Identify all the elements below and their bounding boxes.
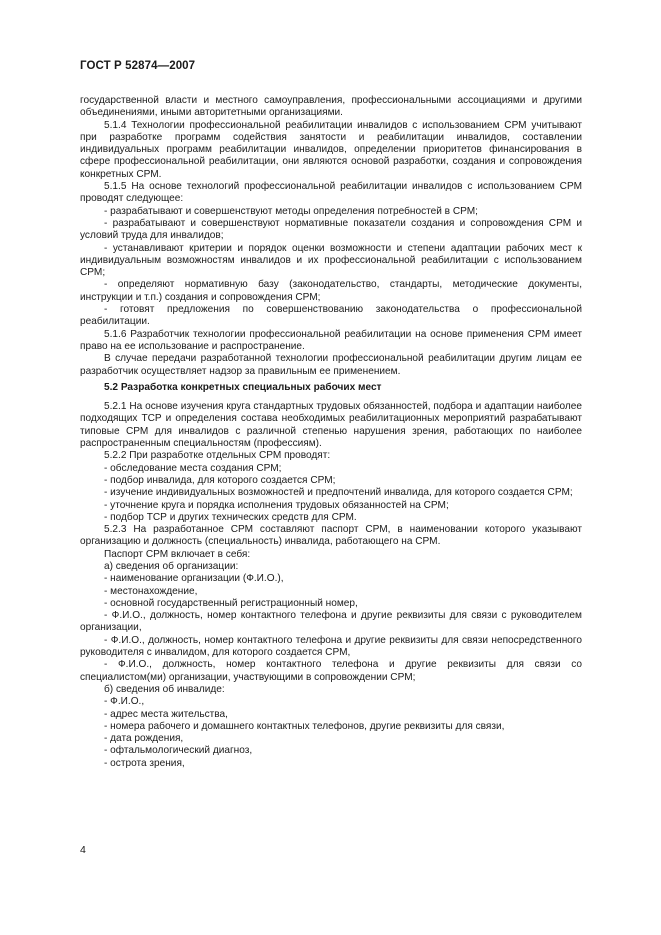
list-item: - местонахождение, bbox=[104, 585, 198, 597]
page-number: 4 bbox=[80, 844, 86, 856]
list-item: - подбор инвалида, для которого создается СРМ; bbox=[104, 474, 336, 486]
document-header: ГОСТ Р 52874—2007 bbox=[80, 60, 196, 72]
list-item: - готовят предложения по совершенствованию законодательства о профессиональной реабилитации. bbox=[80, 304, 582, 328]
list-item: - номера рабочего и домашнего контактных телефонов, другие реквизиты для связи, bbox=[104, 720, 505, 732]
list-item: - устанавливают критерии и порядок оценки возможности и степени адаптации рабочих мест к индивидуальным возможностям инвалидов и их профессиональной реабилитации с использованием СРМ; bbox=[80, 242, 582, 279]
paragraph: а) сведения об организации: bbox=[104, 560, 239, 572]
list-item: - Ф.И.О., bbox=[104, 696, 145, 708]
list-item: - офтальмологический диагноз, bbox=[104, 745, 253, 757]
list-item: - изучение индивидуальных возможностей и предпочтений инвалида, для которого создается СРМ; bbox=[104, 487, 573, 499]
list-item: - Ф.И.О., должность, номер контактного телефона и другие реквизиты для связи непосредственного руководителя с инвалидом, для которого создается СРМ, bbox=[80, 634, 582, 659]
paragraph: 5.2.1 На основе изучения круга стандартных трудовых обязанностей, подбора и адаптации наиболее подходящих ТСР и определения состава необходимых реабилитационных мероприятий разрабатывают типовые СРМ для инвалидов с различной степенью нарушения зрения, работающих по наиболее распространенным специальностям (профессиям). bbox=[80, 401, 582, 450]
list-item: - определяют нормативную базу (законодательство, стандарты, методические документы, инструкции и т.п.) создания и сопровождения СРМ; bbox=[80, 279, 582, 303]
list-item: - наименование организации (Ф.И.О.), bbox=[104, 573, 284, 585]
list-item: - разрабатывают и совершенствуют нормативные показатели создания и сопровождения СРМ и условий труда для инвалидов; bbox=[80, 217, 582, 242]
paragraph: Паспорт СРМ включает в себя: bbox=[104, 548, 251, 560]
list-item: - адрес места жительства, bbox=[104, 708, 228, 720]
list-item: - Ф.И.О., должность, номер контактного телефона и другие реквизиты для связи с руководителем организации, bbox=[80, 610, 582, 634]
paragraph: б) сведения об инвалиде: bbox=[104, 683, 225, 695]
paragraph: 5.1.5 На основе технологий профессиональной реабилитации инвалидов с использованием СРМ проводят следующее: bbox=[80, 181, 582, 205]
paragraph: 5.2.2 При разработке отдельных СРМ проводят: bbox=[104, 450, 331, 462]
list-item: - острота зрения, bbox=[104, 757, 185, 769]
paragraph: В случае передачи разработанной технологии профессиональной реабилитации другим лицам ее разработчик осуществляет надзор за правильным ее применением. bbox=[80, 353, 582, 377]
list-item: - обследование места создания СРМ; bbox=[104, 462, 282, 474]
document-body bbox=[80, 95, 582, 770]
paragraph: государственной власти и местного самоуправления, профессиональными ассоциациями и другими объединениями, иными авторитетными организациями. bbox=[80, 95, 582, 119]
list-item: - основной государственный регистрационный номер, bbox=[104, 597, 358, 609]
list-item: - подбор ТСР и других технических средств для СРМ. bbox=[104, 511, 357, 523]
paragraph: 5.1.4 Технологии профессиональной реабилитации инвалидов с использованием СРМ учитывают при разработке программ содействия занятости и реабилитации инвалидов, составлении индивидуальных программ реабилитации инвалидов, определении приоритетов финансирования в сфере профессиональной реабилитации, они являются основой разработки, создания и сопровождения конкретных СРМ. bbox=[80, 119, 582, 180]
paragraph: 5.2.3 На разработанное СРМ составляют паспорт СРМ, в наименовании которого указывают организацию и должность (специальность) инвалида, работающего на СРМ. bbox=[80, 524, 582, 548]
list-item: - разрабатывают и совершенствуют методы определения потребностей в СРМ; bbox=[104, 205, 478, 217]
section-heading: 5.2 Разработка конкретных специальных рабочих мест bbox=[104, 381, 382, 393]
paragraph: 5.1.6 Разработчик технологии профессиональной реабилитации на основе применения СРМ имеет право на ее использование и распространение. bbox=[80, 328, 582, 352]
list-item: - Ф.И.О., должность, номер контактного телефона и другие реквизиты для связи со специалистом(ми) организации, участвующими в сопровождении СРМ; bbox=[80, 659, 582, 683]
list-item: - дата рождения, bbox=[104, 733, 184, 745]
list-item: - уточнение круга и порядка исполнения трудовых обязанностей на СРМ; bbox=[104, 499, 449, 511]
